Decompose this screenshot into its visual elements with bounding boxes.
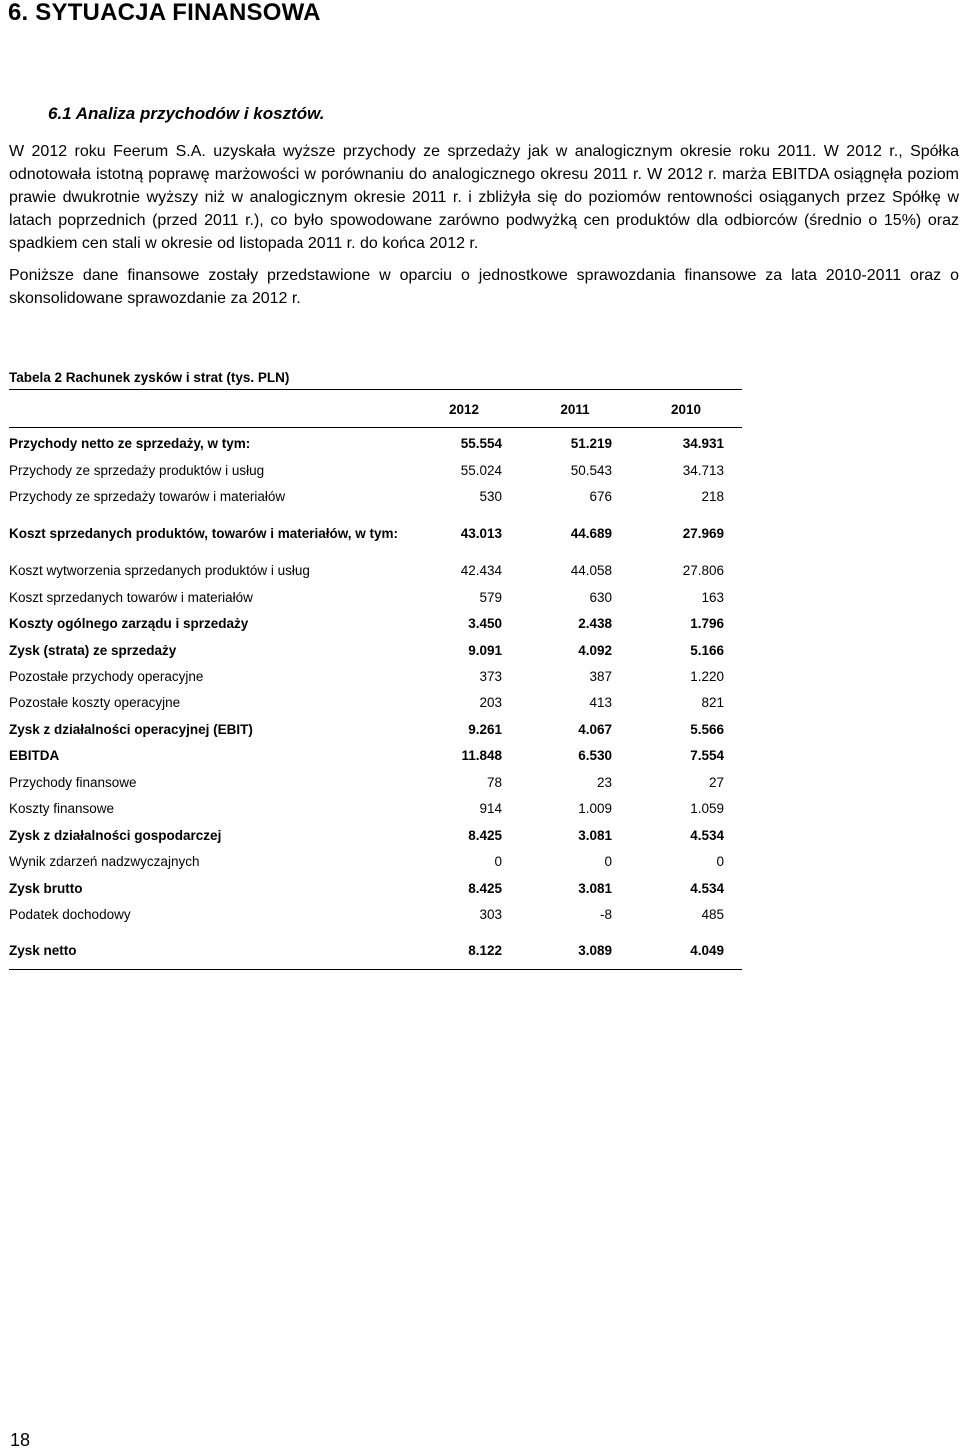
table-row [9,667,742,687]
cell-value-2011: 4.067 [578,722,612,737]
cell-value-2010: 27.969 [682,526,724,541]
cell-value-2010: 34.931 [682,436,724,451]
cell-value-2011: 0 [604,854,612,869]
row-label: Przychody netto ze sprzedaży, w tym: [9,436,251,451]
cell-value-2010: 7.554 [690,748,724,763]
cell-value-2010: 5.166 [690,643,724,658]
row-label: Zysk netto [9,943,77,958]
table-row [9,905,742,925]
table-row [9,641,742,661]
table-row [9,461,742,481]
cell-value-2010: 1.220 [690,669,724,684]
cell-value-2010: 34.713 [682,463,724,478]
cell-value-2012: 9.261 [468,722,502,737]
table-row [9,524,742,544]
cell-value-2011: 387 [589,669,612,684]
row-label: Koszty finansowe [9,801,115,816]
cell-value-2012: 42.434 [460,563,502,578]
cell-value-2012: 43.013 [460,526,502,541]
cell-value-2010: 0 [716,854,724,869]
subsection-heading: 6.1 Analiza przychodów i kosztów. [48,104,325,123]
row-label: Zysk z działalności operacyjnej (EBIT) [9,722,253,737]
cell-value-2010: 1.796 [690,616,724,631]
cell-value-2010: 218 [701,489,724,504]
cell-value-2010: 163 [701,590,724,605]
row-label: Koszt sprzedanych produktów, towarów i materiałów, w tym: [9,526,399,541]
cell-value-2010: 485 [701,907,724,922]
cell-value-2010: 27.806 [682,563,724,578]
cell-value-2011: 4.092 [578,643,612,658]
cell-value-2011: 6.530 [578,748,612,763]
cell-value-2011: 2.438 [578,616,612,631]
cell-value-2011: 51.219 [570,436,612,451]
table-row [9,826,742,846]
table-header-rule [9,427,742,428]
cell-value-2011: 3.081 [578,828,612,843]
cell-value-2011: 630 [589,590,612,605]
table-top-rule [9,389,742,390]
table-row [9,588,742,608]
cell-value-2012: 8.122 [468,943,502,958]
cell-value-2012: 8.425 [468,881,502,896]
cell-value-2012: 8.425 [468,828,502,843]
row-label: Podatek dochodowy [9,907,131,922]
page-number: 18 [10,1430,31,1450]
row-label: EBITDA [9,748,60,763]
cell-value-2011: 44.689 [570,526,612,541]
cell-value-2011: 3.089 [578,943,612,958]
table-bottom-rule [9,969,742,970]
table-row [9,720,742,740]
cell-value-2012: 530 [479,489,502,504]
cell-value-2012: 9.091 [468,643,502,658]
cell-value-2012: 203 [479,695,502,710]
row-label: Przychody finansowe [9,775,137,790]
row-label: Pozostałe przychody operacyjne [9,669,204,684]
cell-value-2011: 23 [596,775,612,790]
table-caption: Tabela 2 Rachunek zysków i strat (tys. PLN) [9,370,290,385]
cell-value-2011: 1.009 [578,801,612,816]
cell-value-2011: 44.058 [570,563,612,578]
cell-value-2010: 1.059 [690,801,724,816]
table-row [9,693,742,713]
column-header-2011: 2011 [560,402,590,417]
cell-value-2012: 0 [494,854,502,869]
row-label: Pozostałe koszty operacyjne [9,695,181,710]
row-label: Przychody ze sprzedaży produktów i usług [9,463,265,478]
row-label: Zysk z działalności gospodarczej [9,828,222,843]
paragraph-data-basis: Poniższe dane finansowe zostały przedstawione w oparciu o jednostkowe sprawozdania finansowe za lata 2010-2011 oraz o skonsolidowane sprawozdanie za 2012 r. [9,267,959,307]
cell-value-2010: 4.049 [690,943,724,958]
cell-value-2012: 914 [479,801,502,816]
cell-value-2010: 821 [701,695,724,710]
cell-value-2012: 78 [486,775,502,790]
row-label: Przychody ze sprzedaży towarów i materiałów [9,489,286,504]
table-row [9,434,742,454]
table-header-row [9,400,742,420]
table-row [9,746,742,766]
cell-value-2010: 5.566 [690,722,724,737]
table-row [9,487,742,507]
section-heading: 6. SYTUACJA FINANSOWA [8,0,321,26]
cell-value-2012: 373 [479,669,502,684]
cell-value-2011: 413 [589,695,612,710]
table-row [9,941,742,961]
row-label: Koszt sprzedanych towarów i materiałów [9,590,253,605]
cell-value-2010: 4.534 [690,881,724,896]
cell-value-2012: 303 [479,907,502,922]
cell-value-2012: 3.450 [468,616,502,631]
row-label: Koszty ogólnego zarządu i sprzedaży [9,616,249,631]
row-label: Zysk brutto [9,881,83,896]
column-header-2012: 2012 [448,402,480,417]
row-label: Zysk (strata) ze sprzedaży [9,643,177,658]
column-header-2010: 2010 [670,402,702,417]
cell-value-2012: 55.554 [460,436,502,451]
cell-value-2012: 11.848 [461,748,502,763]
cell-value-2011: -8 [599,907,612,922]
cell-value-2012: 579 [479,590,502,605]
paragraph-revenue-analysis: W 2012 roku Feerum S.A. uzyskała wyższe przychody ze sprzedaży jak w analogicznym okresie roku 2011. W 2012 r., Spółka odnotowała istotną poprawę marżowości w porównaniu do analogicznego okresu 2011 r. W 2012 r. marża EBITDA osiągnęła poziom prawie dwukrotnie wyższy niż w analogicznym okresie 2011 r. i zbliżyła się do poziomów rentowności osiąganych przez Spółkę w latach poprzednich (przed 2011 r.), co było spowodowane zarówno podwyżką cen produktów dla odbiorców (średnio o 15%) oraz spadkiem cen stali w okresie od listopada 2011 r. do końca 2012 r. [9,143,959,252]
table-row [9,799,742,819]
cell-value-2011: 50.543 [570,463,612,478]
table-row [9,773,742,793]
table-row [9,614,742,634]
cell-value-2010: 27 [708,775,724,790]
table-row [9,561,742,581]
table-row [9,879,742,899]
row-label: Wynik zdarzeń nadzwyczajnych [9,854,200,869]
table-row [9,852,742,872]
cell-value-2011: 3.081 [578,881,612,896]
cell-value-2011: 676 [589,489,612,504]
cell-value-2012: 55.024 [460,463,502,478]
cell-value-2010: 4.534 [690,828,724,843]
row-label: Koszt wytworzenia sprzedanych produktów i usług [9,563,310,578]
